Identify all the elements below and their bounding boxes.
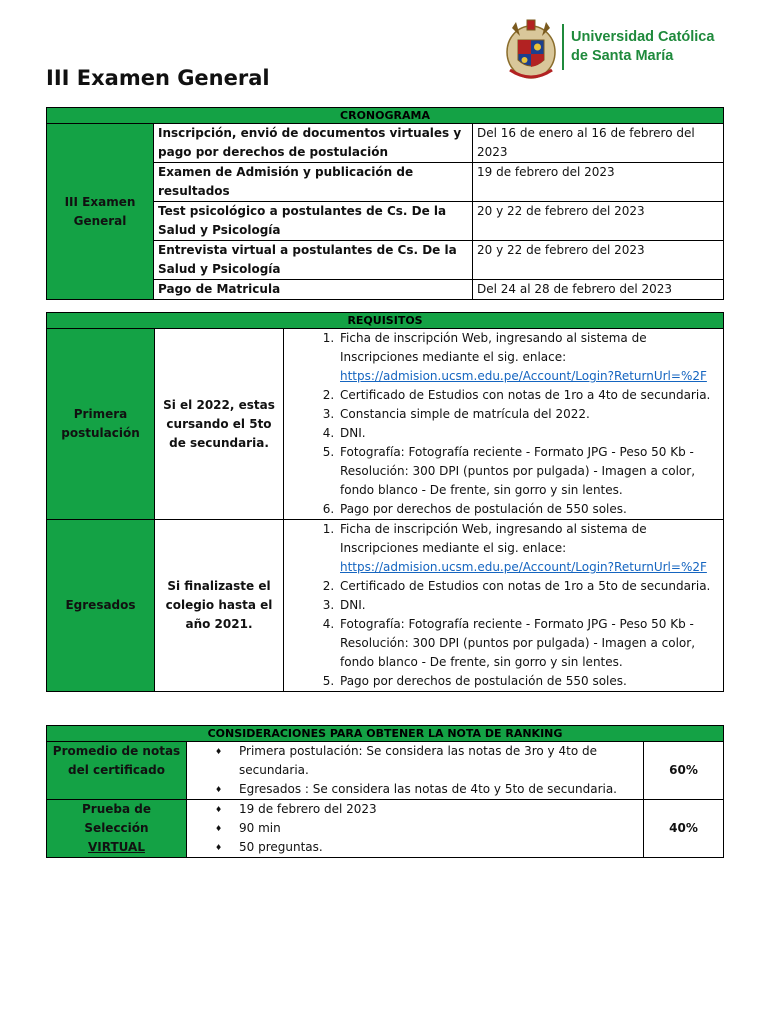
requisitos-header: REQUISITOS bbox=[47, 313, 724, 329]
logo-divider bbox=[562, 24, 564, 70]
university-name bbox=[571, 28, 714, 66]
promedio-criteria bbox=[187, 742, 644, 800]
ranking-header: CONSIDERACIONES PARA OBTENER LA NOTA DE RANKING bbox=[47, 726, 724, 742]
list-item: ♦ 19 de febrero del 2023 bbox=[239, 800, 639, 819]
cronograma-date: Del 16 de enero al 16 de febrero del 2023 bbox=[473, 124, 724, 163]
cronograma-date: 19 de febrero del 2023 bbox=[473, 163, 724, 202]
list-item: 4. DNI. bbox=[338, 424, 719, 443]
cronograma-activity: Entrevista virtual a postulantes de Cs. De la Salud y Psicología bbox=[154, 241, 473, 280]
list-item: 2. Certificado de Estudios con notas de 1ro a 4to de secundaria. bbox=[338, 386, 719, 405]
cronograma-date: Del 24 al 28 de febrero del 2023 bbox=[473, 280, 724, 300]
cronograma-activity: Pago de Matricula bbox=[154, 280, 473, 300]
inscription-link[interactable]: https://admision.ucsm.edu.pe/Account/Login?ReturnUrl=%2F bbox=[340, 560, 707, 574]
primera-requirements bbox=[284, 329, 724, 520]
list-item: 5. Fotografía: Fotografía reciente - Formato JPG - Peso 50 Kb - Resolución: 300 DPI (puntos por pulgada) - Imagen a color, fondo blanco - De frente, sin gorro y sin lentes. bbox=[338, 443, 719, 500]
cronograma-side-label: III Examen General bbox=[47, 124, 154, 300]
cronograma-activity: Test psicológico a postulantes de Cs. De la Salud y Psicología bbox=[154, 202, 473, 241]
prueba-weight: 40% bbox=[644, 800, 724, 858]
primera-label: Primera postulación bbox=[47, 329, 155, 520]
cronograma-date: 20 y 22 de febrero del 2023 bbox=[473, 202, 724, 241]
list-item: 6. Pago por derechos de postulación de 550 soles. bbox=[338, 500, 719, 519]
egresados-label: Egresados bbox=[47, 520, 155, 692]
inscription-link[interactable]: https://admision.ucsm.edu.pe/Account/Login?ReturnUrl=%2F bbox=[340, 369, 707, 383]
requisitos-table bbox=[46, 312, 724, 692]
ranking-table bbox=[46, 725, 724, 858]
list-item: 1. Ficha de inscripción Web, ingresando al sistema de Inscripciones mediante el sig. enlace: https://admision.ucsm.edu.pe/Account/Login?ReturnUrl=%2F bbox=[338, 329, 719, 386]
prueba-criteria bbox=[187, 800, 644, 858]
primera-condition: Si el 2022, estas cursando el 5to de secundaria. bbox=[155, 329, 284, 520]
cronograma-header: CRONOGRAMA bbox=[47, 108, 724, 124]
list-item: 2. Certificado de Estudios con notas de 1ro a 5to de secundaria. bbox=[338, 577, 719, 596]
list-item: 4. Fotografía: Fotografía reciente - Formato JPG - Peso 50 Kb - Resolución: 300 DPI (puntos por pulgada) - Imagen a color, fondo blanco - De frente, sin gorro y sin lentes. bbox=[338, 615, 719, 672]
cronograma-activity: Examen de Admisión y publicación de resultados bbox=[154, 163, 473, 202]
promedio-label: Promedio de notas del certificado bbox=[47, 742, 187, 800]
egresados-requirements bbox=[284, 520, 724, 692]
list-item: 5. Pago por derechos de postulación de 550 soles. bbox=[338, 672, 719, 691]
list-item: ♦ Primera postulación: Se considera las notas de 3ro y 4to de secundaria. bbox=[239, 742, 639, 780]
list-item: ♦ 50 preguntas. bbox=[239, 838, 639, 857]
university-name-line1: Universidad Católica bbox=[571, 29, 715, 45]
prueba-label: Prueba de Selección VIRTUAL bbox=[47, 800, 187, 858]
university-name-line2: de Santa María bbox=[571, 48, 674, 64]
coat-of-arms-icon bbox=[500, 14, 562, 86]
list-item: ♦ Egresados : Se considera las notas de 4to y 5to de secundaria. bbox=[239, 780, 639, 799]
cronograma-table bbox=[46, 107, 724, 300]
promedio-weight: 60% bbox=[644, 742, 724, 800]
cronograma-date: 20 y 22 de febrero del 2023 bbox=[473, 241, 724, 280]
cronograma-activity: Inscripción, envió de documentos virtuales y pago por derechos de postulación bbox=[154, 124, 473, 163]
list-item: ♦ 90 min bbox=[239, 819, 639, 838]
egresados-condition: Si finalizaste el colegio hasta el año 2021. bbox=[155, 520, 284, 692]
list-item: 3. DNI. bbox=[338, 596, 719, 615]
list-item: 1. Ficha de inscripción Web, ingresando al sistema de Inscripciones mediante el sig. enlace: https://admision.ucsm.edu.pe/Account/Login?ReturnUrl=%2F bbox=[338, 520, 719, 577]
list-item: 3. Constancia simple de matrícula del 2022. bbox=[338, 405, 719, 424]
page-title: III Examen General bbox=[46, 66, 270, 90]
